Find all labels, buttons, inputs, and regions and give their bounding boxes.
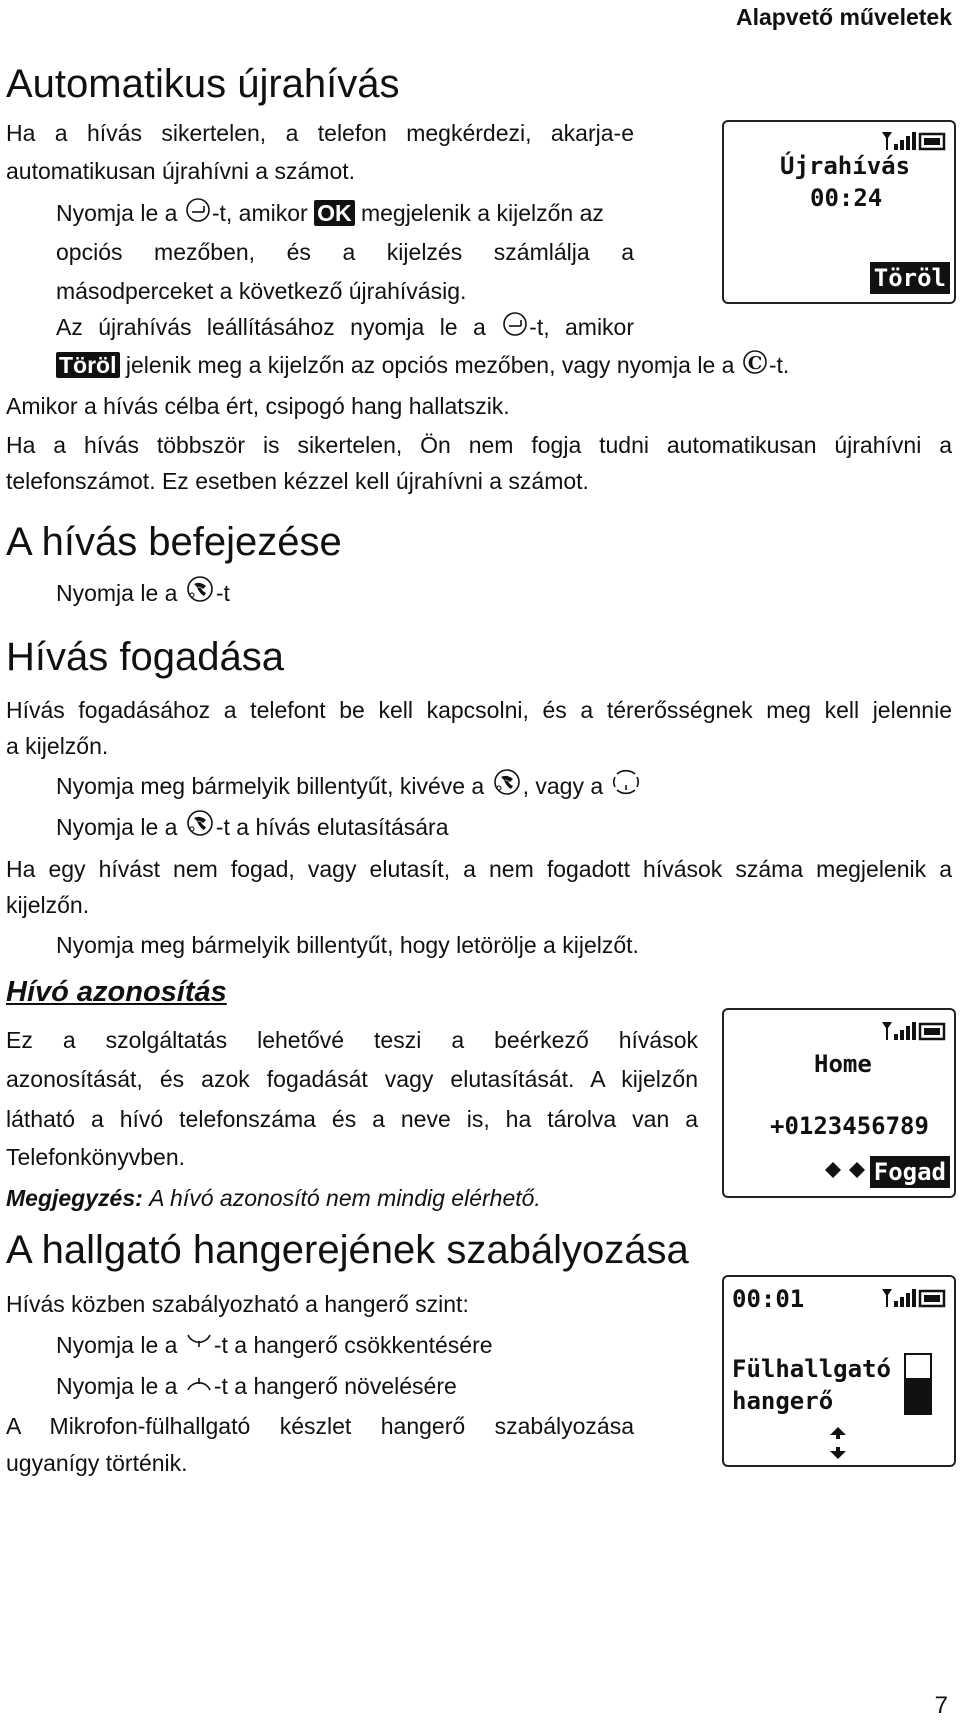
auto-redial-para-a: Amikor a hívás célba ért, csipogó hang hallatszik.	[6, 393, 510, 419]
page-number: 7	[934, 1692, 948, 1719]
volume-level-fill	[906, 1378, 930, 1413]
caller-id-para4: Telefonkönyvben.	[6, 1144, 186, 1170]
note-text: A hívó azonosító nem mindig elérhető.	[149, 1185, 541, 1211]
volume-up-key-icon	[185, 1368, 213, 1408]
hangup-key-icon	[185, 809, 215, 849]
volume-step1: Nyomja le a -t a hangerő csökkentésére	[56, 1325, 493, 1367]
end-call-step: Nyomja le a -t	[56, 573, 230, 615]
auto-redial-intro-line2: automatikusan újrahívni a számot.	[6, 158, 356, 184]
answer-call-para4: kijelzőn.	[6, 892, 90, 918]
caller-id-screen	[722, 1008, 956, 1198]
volume-step2: Nyomja le a -t a hangerő növelésére	[56, 1366, 457, 1408]
svg-text:C: C	[747, 352, 762, 374]
softkey-right-icon	[185, 195, 211, 235]
caller-id-para1: Ez a szolgáltatás lehetővé teszi a beérkező hívások	[6, 1027, 698, 1053]
volume-para1: A Mikrofon-fülhallgató készlet hangerő szabályozása	[6, 1413, 634, 1439]
redial-screen-softkey: Töröl	[870, 262, 950, 294]
answer-call-step3: Nyomja meg bármelyik billentyűt, hogy letörölje a kijelzőt.	[56, 932, 639, 958]
auto-redial-step2-line2: Töröl jelenik meg a kijelzőn az opciós mezőben, vagy nyomja le a C -t.	[56, 345, 789, 387]
end-call-title: A hívás befejezése	[6, 520, 342, 564]
answer-call-title: Hívás fogadása	[6, 635, 284, 679]
left-right-arrows-icon	[824, 1160, 868, 1180]
softkey-right-icon	[502, 309, 528, 349]
auto-redial-step2-line1: Az újrahívás leállításához nyomja le a -t, amikor	[56, 307, 634, 349]
hangup-key-icon	[492, 768, 522, 808]
volume-level-bar	[904, 1353, 932, 1415]
caller-id-softkey: Fogad	[870, 1156, 950, 1188]
volume-screen-label2: hangerő	[732, 1387, 834, 1415]
answer-call-para3: Ha egy hívást nem fogad, vagy elutasít, a nem fogadott hívások száma megjelenik a	[6, 856, 952, 882]
navigation-key-icon	[611, 768, 641, 808]
volume-screen-label1: Fülhallgató	[732, 1355, 891, 1383]
redial-screen-timer: 00:24	[810, 184, 883, 212]
volume-down-key-icon	[185, 1327, 213, 1367]
section-header: Alapvető műveletek	[735, 4, 952, 30]
answer-call-para2: a kijelzőn.	[6, 733, 109, 759]
signal-battery-icon	[880, 1287, 946, 1309]
auto-redial-step1-line1: Nyomja le a -t, amikor OK megjelenik a kijelzőn az	[56, 193, 604, 235]
signal-battery-icon	[880, 130, 946, 152]
volume-para2: ugyanígy történik.	[6, 1450, 188, 1476]
volume-screen	[722, 1275, 956, 1467]
clear-key-icon	[742, 347, 768, 387]
caller-id-title: Hívó azonosítás	[6, 976, 227, 1008]
hangup-key-icon	[185, 575, 215, 615]
note-label: Megjegyzés:	[6, 1185, 143, 1211]
auto-redial-para-b1: Ha a hívás többször is sikertelen, Ön nem fogja tudni automatikusan újrahívni a	[6, 432, 952, 458]
redial-screen	[722, 120, 956, 304]
caller-name: Home	[814, 1050, 872, 1078]
auto-redial-intro-line1: Ha a hívás sikertelen, a telefon megkérdezi, akarja-e	[6, 120, 634, 146]
volume-intro: Hívás közben szabályozható a hangerő szint:	[6, 1291, 469, 1317]
auto-redial-para-b2: telefonszámot. Ez esetben kézzel kell újrahívni a számot.	[6, 468, 589, 494]
ok-badge: OK	[314, 200, 355, 226]
torol-badge: Töröl	[56, 352, 120, 378]
volume-title: A hallgató hangerejének szabályozása	[6, 1228, 689, 1272]
answer-call-step2: Nyomja le a -t a hívás elutasítására	[56, 807, 449, 849]
caller-id-note	[6, 1178, 541, 1218]
up-down-arrows-icon	[828, 1425, 848, 1461]
redial-screen-label: Újrahívás	[780, 152, 911, 180]
caller-id-para3: látható a hívó telefonszáma és a neve is, ha tárolva van a	[6, 1106, 698, 1132]
auto-redial-title: Automatikus újrahívás	[6, 62, 400, 106]
caller-number: +0123456789	[770, 1112, 929, 1140]
answer-call-para1: Hívás fogadásához a telefont be kell kapcsolni, és a térerősségnek meg kell jelennie	[6, 697, 952, 723]
signal-battery-icon	[880, 1020, 946, 1042]
caller-id-para2: azonosítását, és azok fogadását vagy elutasítását. A kijelzőn	[6, 1066, 698, 1092]
volume-screen-timer: 00:01	[732, 1285, 805, 1313]
auto-redial-step1-line2: opciós mezőben, és a kijelzés számlálja a	[56, 239, 634, 265]
answer-call-step1: Nyomja meg bármelyik billentyűt, kivéve a , vagy a	[56, 766, 642, 808]
auto-redial-step1-line3: másodperceket a következő újrahívásig.	[56, 278, 467, 304]
